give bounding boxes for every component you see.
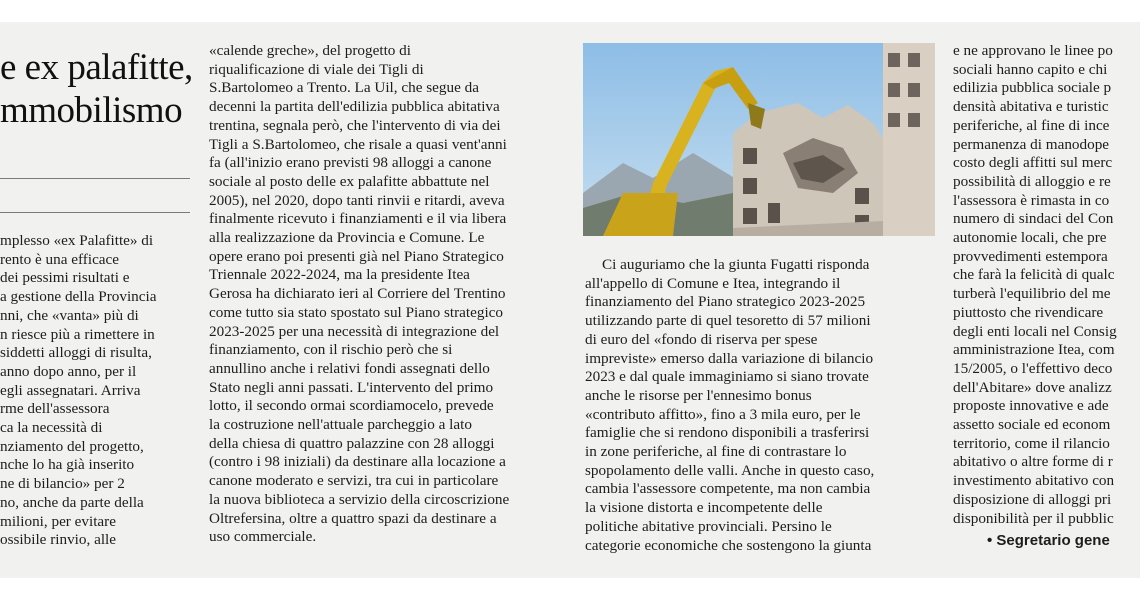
text-line: S.Bartolomeo a Trento. La Uil, che segue da: [209, 79, 479, 97]
text-line: turberà l'equilibrio del me: [953, 285, 1111, 303]
headline-line: mmobilismo: [0, 90, 183, 131]
text-line: spopolamento delle valli. Anche in questo caso,: [585, 461, 875, 479]
text-line: la costruzione nell'attuale parcheggio a lato: [209, 416, 472, 434]
text-line: la visione distorta e incompetente delle: [585, 499, 823, 517]
text-line: «calende greche», del progetto di: [209, 42, 411, 59]
article-column-2: [209, 42, 559, 547]
text-line: dei pessimi risultati e: [0, 269, 130, 287]
text-line: 2005), nel 2020, dopo tanti rinvii e ritardi, aveva: [209, 191, 505, 209]
text-line: 15/2005, o l'effettivo deco: [953, 359, 1113, 377]
headline: [0, 46, 193, 132]
text-line: rento è una efficace: [0, 250, 120, 268]
text-line: politiche abitative provinciali. Persino le: [585, 517, 832, 535]
text-line: in zone periferiche, al fine di contrastare lo: [585, 443, 847, 461]
text-line: alla realizzazione da Provincia e Comune. Le: [209, 229, 485, 247]
text-line: numero di sindaci del Con: [953, 210, 1114, 228]
text-line: siddetti alloggi di risulta,: [0, 344, 152, 362]
text-line: anno dopo anno, per il: [0, 362, 137, 380]
text-line: «contributo affitto», fino a 3 mila euro, per le: [585, 405, 861, 423]
newspaper-page: [0, 22, 1140, 578]
text-line: investimento abitativo con: [953, 472, 1115, 490]
text-line: finanziamento del Piano strategico 2023-2025: [585, 293, 866, 311]
demolition-photo: [583, 43, 935, 236]
text-line: utilizzando parte di quel tesoretto di 57 milioni: [585, 312, 871, 330]
text-line: nni, che «vanta» più di: [0, 306, 139, 324]
text-line: territorio, come il rilancio: [953, 434, 1110, 452]
text-line: egli assegnatari. Arriva: [0, 381, 141, 399]
text-line: a gestione della Provincia: [0, 288, 157, 306]
divider-rule: [0, 212, 190, 213]
text-line: assetto sociale ed econom: [953, 416, 1111, 434]
text-line: 2023-2025 per una necessità di integrazione del: [209, 322, 500, 340]
text-line: densità abitativa e turistic: [953, 98, 1109, 116]
text-line: permanenza di manodope: [953, 135, 1110, 153]
text-line: disponibilità per il pubblic: [953, 509, 1114, 527]
divider-rule: [0, 178, 190, 179]
text-line: Tigli a S.Bartolomeo, che risale a quasi vent'anni: [209, 135, 507, 153]
text-line: l'assessora è rimasta in co: [953, 191, 1110, 209]
text-line: Gerosa ha dichiarato ieri al Corriere del Trentino: [209, 285, 506, 303]
text-line: degli enti locali nel Consig: [953, 322, 1117, 340]
text-line: all'appello di Comune e Itea, integrando il: [585, 274, 841, 292]
text-line: edilizia pubblica sociale p: [953, 79, 1112, 97]
text-line: finanziamento, con il rischio però che si: [209, 341, 453, 359]
text-line: mplesso «ex Palafitte» di: [0, 232, 154, 249]
text-line: che farà la felicità di qualc: [953, 266, 1115, 284]
text-line: sociali hanno capito e chi: [953, 60, 1108, 78]
text-line: rme dell'assessora: [0, 400, 110, 418]
text-line: riqualificazione di viale dei Tigli di: [209, 60, 424, 78]
text-line: anche le risorse per l'ennesimo bonus: [585, 386, 812, 404]
text-line: e ne approvano le linee po: [953, 42, 1113, 59]
text-line: costo degli affitti sul merc: [953, 154, 1113, 172]
article-column-3: [585, 256, 933, 555]
text-line: Triennale 2022-2024, ma la presidente Itea: [209, 266, 470, 284]
text-line: ne di bilancio» per 2: [0, 475, 125, 493]
text-line: autonomie locali, che pre: [953, 229, 1107, 247]
text-line: impreviste» emerso dalla variazione di bilancio: [585, 349, 874, 367]
text-line: cambia l'assessore competente, ma non cambia: [585, 480, 871, 498]
text-line: annullino anche i relativi fondi assegnati dello: [209, 359, 490, 377]
text-line: ca la necessità di: [0, 419, 103, 437]
text-line: famiglie che si rendono disponibili a trasferirsi: [585, 424, 870, 442]
article-column-4: [953, 42, 1140, 551]
text-line: finalmente ricevuto i finanziamenti e il via libera: [209, 210, 507, 228]
text-line: trentina, segnala però, che l'intervento di via dei: [209, 116, 501, 134]
text-line: Stato negli anni passati. L'intervento del primo: [209, 378, 494, 396]
text-line: canone moderato e servizi, tra cui in particolare: [209, 472, 499, 490]
text-line: 2023 e dal quale immaginiamo si siano trovate: [585, 368, 869, 386]
column-1-text: [0, 232, 190, 550]
text-line: (contro i 98 iniziali) da destinare alla locazione a: [209, 453, 506, 471]
text-line: periferiche, al fine di ince: [953, 116, 1110, 134]
text-line: uso commerciale.: [209, 528, 317, 546]
text-line: nche lo ha già inserito: [0, 456, 135, 474]
text-line: no, anche da parte della: [0, 493, 144, 511]
text-line: piuttosto che rivendicare: [953, 303, 1104, 321]
text-line: possibilità di alloggio e re: [953, 172, 1111, 190]
text-line: milioni, per evitare: [0, 512, 116, 530]
headline-line: e ex palafitte,: [0, 47, 193, 88]
text-line: sociale al posto delle ex palafitte abbattute nel: [209, 172, 490, 190]
text-line: fa (all'inizio erano previsti 98 alloggi a canone: [209, 154, 492, 172]
text-line: disposizione di alloggi pri: [953, 490, 1112, 508]
text-line: abitativo o altre forme di r: [953, 453, 1113, 471]
text-line: amministrazione Itea, com: [953, 341, 1115, 359]
article-column-1: [0, 46, 193, 549]
text-line: dell'Abitare» dove analizz: [953, 378, 1112, 396]
text-line: la nuova biblioteca a servizio della circoscrizione: [209, 490, 510, 508]
text-line: provvedimenti estempora: [953, 247, 1108, 265]
text-line: come tutto sia stato spostato sul Piano strategico: [209, 303, 504, 321]
author-signature: • Segretario gene: [987, 532, 1110, 550]
text-line: opere erano poi presenti già nel Piano Strategico: [209, 247, 504, 265]
text-line: n riesce più a rimettere in: [0, 325, 155, 343]
text-line: Oltrefersina, oltre a quattro spazi da destinare a: [209, 509, 497, 527]
text-line: lotto, il secondo ormai scordiamocelo, prevede: [209, 397, 494, 415]
text-line: della chiesa di quattro palazzine con 28 alloggi: [209, 434, 495, 452]
text-line: proposte innovative e ade: [953, 397, 1109, 415]
text-line: ossibile rinvio, alle: [0, 531, 116, 549]
text-line: decenni la partita dell'edilizia pubblica abitativa: [209, 98, 500, 116]
text-line: Ci auguriamo che la giunta Fugatti risponda: [602, 256, 870, 273]
text-line: nziamento del progetto,: [0, 437, 144, 455]
text-line: categorie economiche che sostengono la giunta: [585, 536, 872, 554]
text-line: di euro del «fondo di riserva per spese: [585, 330, 818, 348]
